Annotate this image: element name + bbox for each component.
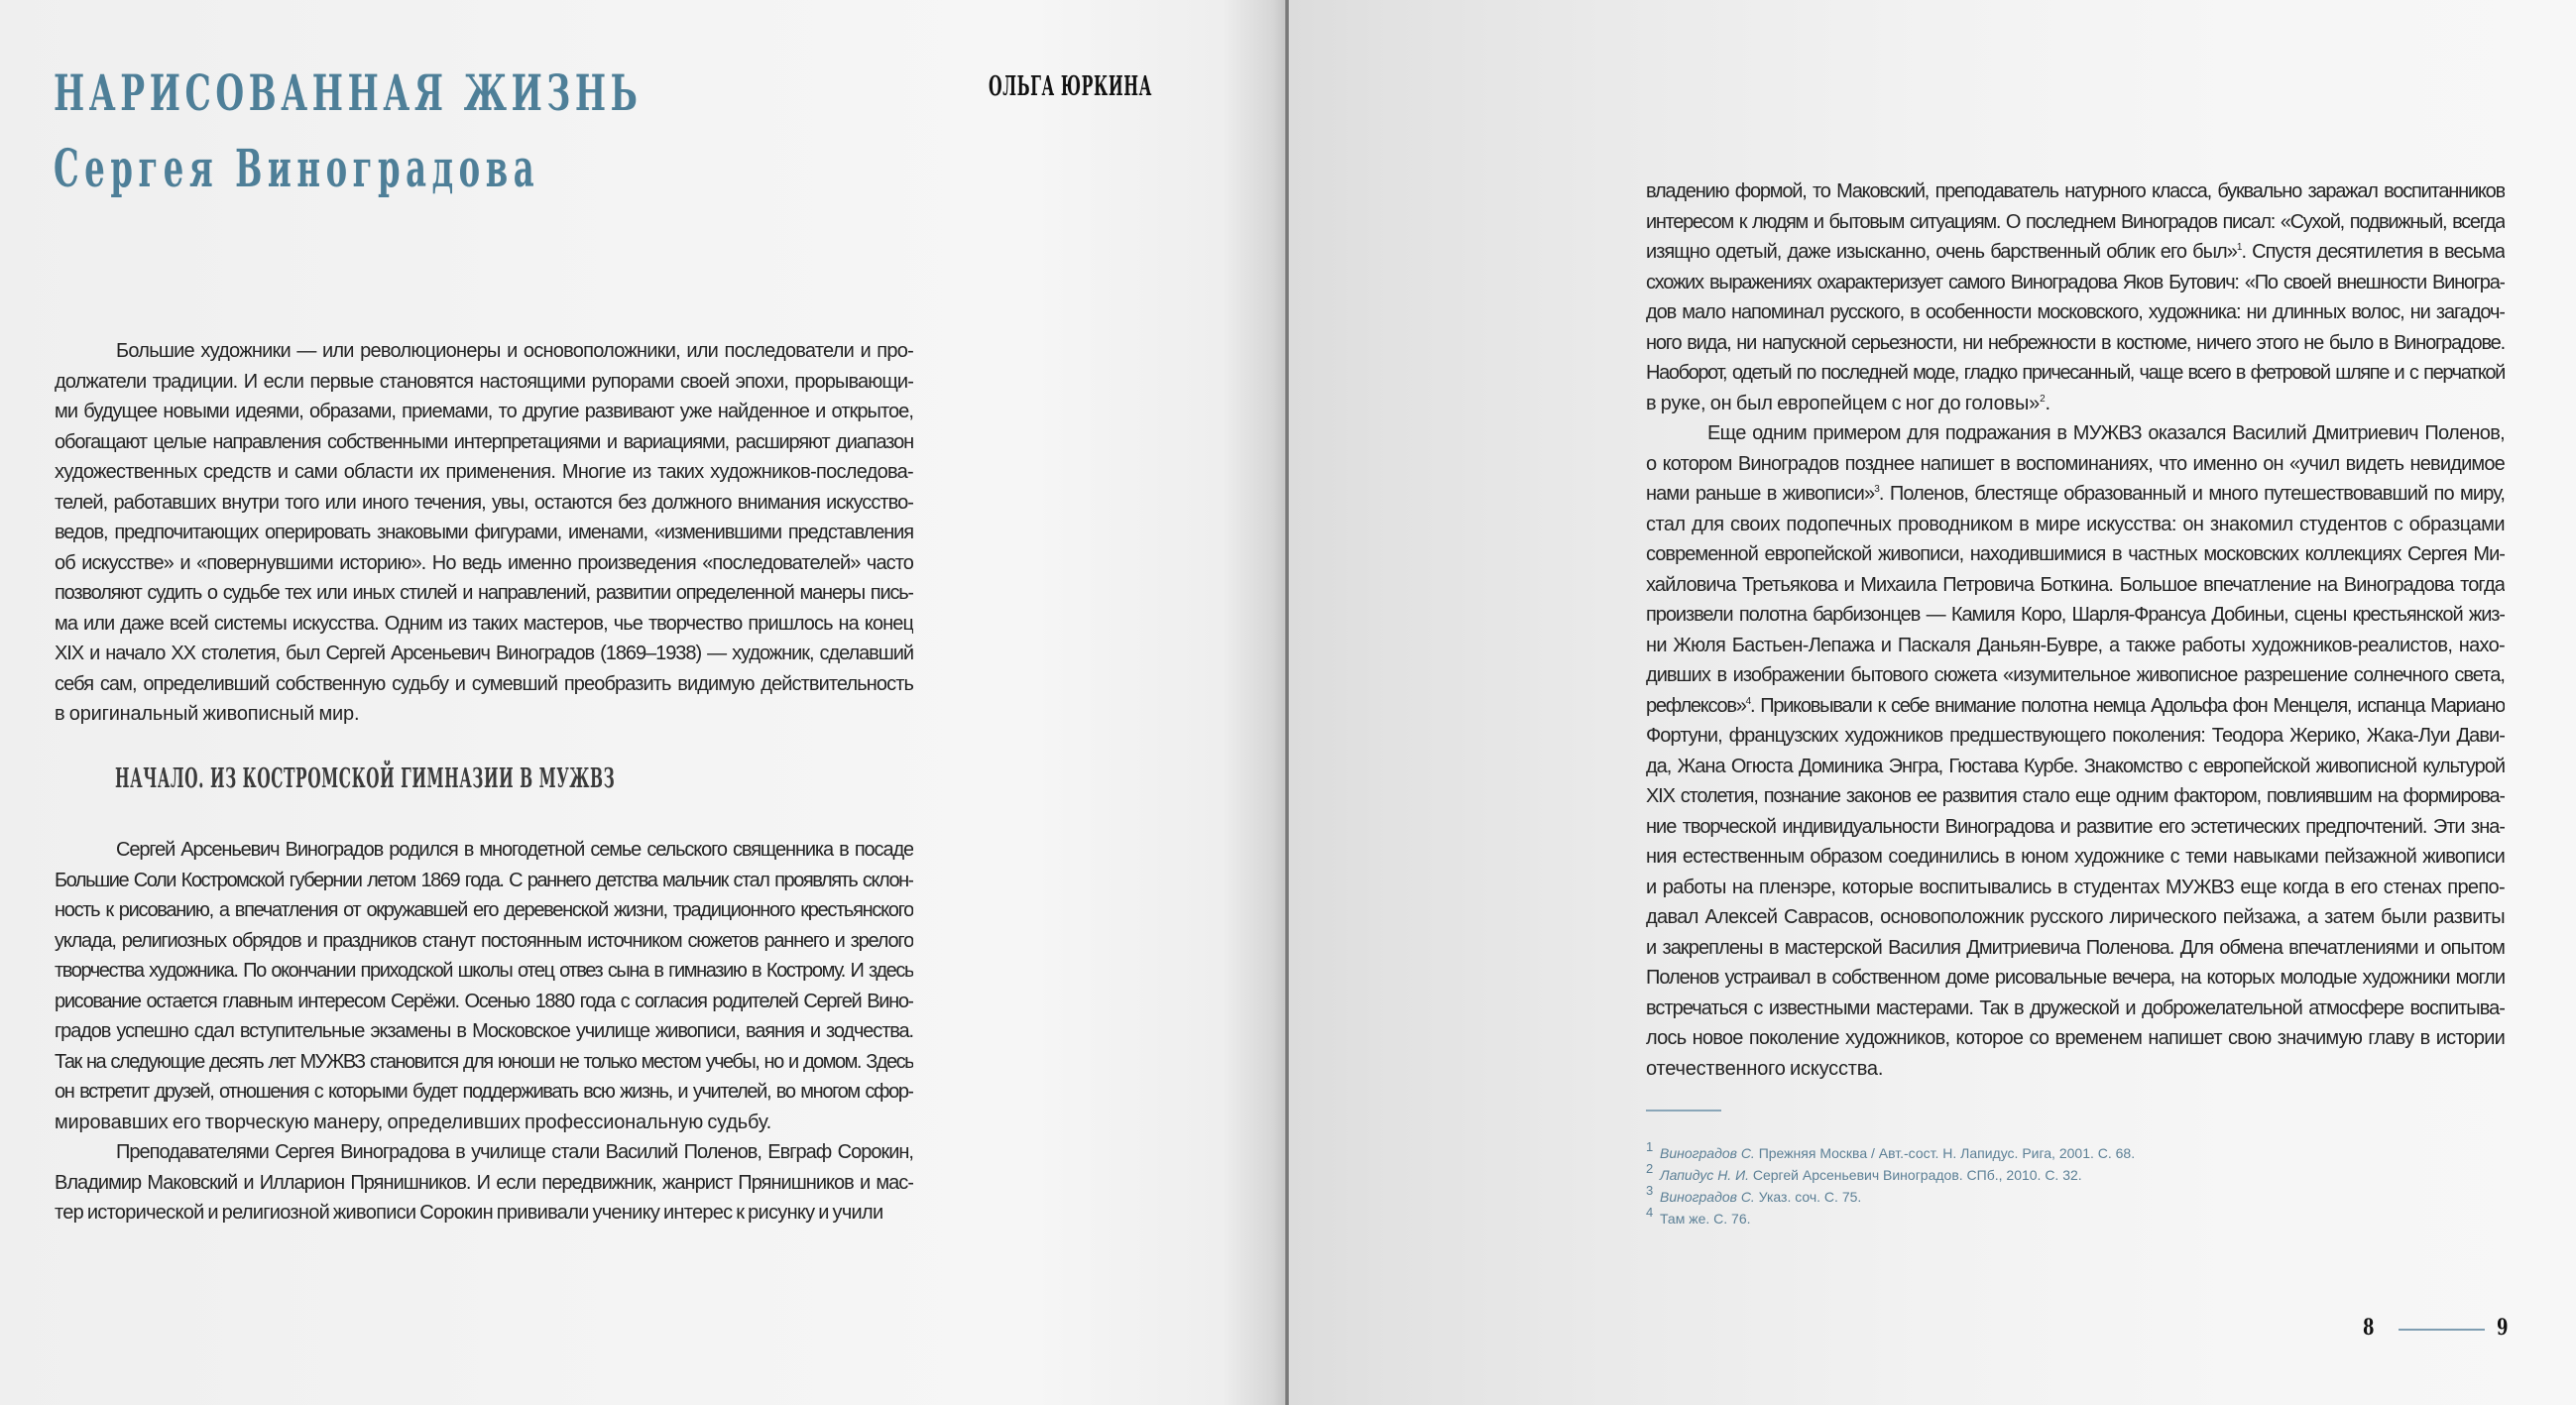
text-line: градов успешно сдал вступительные экзамены в Московское училище живописи, ваяния и зодчества.: [55, 1020, 913, 1042]
text-line: лось новое поколение художников, которое со временем напишет свою значимую главу в истории: [1646, 1027, 2505, 1049]
footnote-author: Виноградов С.: [1660, 1189, 1755, 1205]
text-line: Поленов устраивал в собственном доме рисовальные вечера, на которых молодые художники могли: [1646, 967, 2505, 989]
text-span: в руке, он был европейцем с ног до головы»: [1646, 392, 2041, 414]
text-line: Фортуни, французских художников предшествующего поколения: Теодора Жерико, Жака-Луи Дави-: [1646, 725, 2505, 747]
text-line: Так на следующие десять лет МУЖВЗ становится для юноши не только местом учебы, но и домом. Здесь: [55, 1050, 913, 1073]
footnote-number: 4: [1646, 1205, 1654, 1220]
author-name: ОЛЬГА ЮРКИНА: [989, 71, 1152, 102]
footnote-text: Прежняя Москва / Авт.-сост. Н. Лапидус. Рига, 2001. С. 68.: [1754, 1145, 2136, 1161]
text-line: себя сам, определивший собственную судьбу и сумевший преобразить видимую действительность: [55, 672, 913, 695]
text-line: стал для своих подопечных проводником в мире искусства: он знакомил студентов с образцами: [1646, 513, 2505, 535]
text-line: Еще одним примером для подражания в МУЖВЗ оказался Василий Дмитриевич Поленов,: [1707, 422, 2505, 444]
footnote-item: [1646, 1161, 2135, 1186]
footnote-number: 3: [1646, 1183, 1654, 1198]
footnote-ref: 1: [2236, 242, 2242, 253]
text-span: . Поленов, блестяще образованный и много путешествовавший по миру,: [1878, 483, 2505, 505]
text-line: хайловича Третьякова и Михаила Петровича Боткина. Большое впечатление на Виноградова тогда: [1646, 573, 2505, 596]
footnotes: [1646, 1139, 2136, 1229]
article-title-line-2: Сергея Виноградова: [54, 139, 540, 199]
text-line: Большие Соли Костромской губернии летом 1869 года. С раннего детства мальчик стал проявлять склон-: [55, 869, 913, 891]
text-line: об искусстве» и «повернувшими историю». Но ведь именно произведения «последователей» часто: [55, 551, 913, 574]
text-line: Преподавателями Сергея Виноградова в училище стали Василий Поленов, Евграф Сорокин,: [116, 1141, 913, 1163]
text-line: ма или даже всей системы искусства. Одним из таких мастеров, чье творчество пришлось на конец: [55, 612, 913, 635]
footnote-number: 1: [1646, 1139, 1654, 1154]
text-line: ведов, предпочитающих оперировать знаковыми фигурами, именами, «изменившими представления: [55, 522, 913, 543]
text-line: тер исторической и религиозной живописи Сорокин прививали ученику интерес к рисунку и учили: [55, 1202, 883, 1224]
text-line: ние творческой индивидуальности Виноградова и развитие его эстетических предпочтений. Эти зна-: [1646, 815, 2505, 838]
text-line: мировавших его творческую манеру, определивших профессиональную судьбу.: [55, 1111, 771, 1133]
text-span: рефлексов»: [1646, 694, 1746, 717]
text-line: схожих выражениях охарактеризует самого Виноградова Яков Бутович: «По своей внешности Виногра-: [1646, 271, 2505, 293]
text-line: [1646, 691, 2505, 722]
page-number-rule: [2399, 1329, 2485, 1331]
text-line: творчества художника. По окончании приходской школы отец отвез сына в гимназию в Кострому. И здесь: [55, 960, 913, 982]
text-line: отечественного искусства.: [1646, 1057, 1884, 1080]
text-line: ни Жюля Бастьен-Лепажа и Паскаля Даньян-Бувре, а также работы художников-реалистов, нахо-: [1646, 634, 2505, 656]
footnote-number: 2: [1646, 1161, 1654, 1176]
text-line: ность к рисованию, а впечатления от окружавшей его деревенской жизни, традиционного крестьянского: [55, 899, 913, 921]
footnote-text: Указ. соч. С. 75.: [1754, 1189, 1862, 1205]
footnote-item: [1646, 1205, 2135, 1229]
body-paragraph-2: [55, 835, 913, 1229]
text-line: обогащают целые направления собственными интерпретациями и вариациями, расширяют диапазон: [55, 430, 913, 453]
footnote-text: Сергей Арсеньевич Виноградов. СПб., 2010. С. 32.: [1748, 1167, 2082, 1183]
right-paragraph-1: [1646, 176, 2505, 1084]
footnote-item: [1646, 1183, 2135, 1208]
text-line: Наоборот, одетый по последней моде, гладко причесанный, чаще всего в фетровой шляпе и с перчаткой: [1646, 362, 2505, 384]
footnote-item: [1646, 1139, 2136, 1164]
footnote-ref: 2: [2040, 393, 2046, 405]
text-span: .: [2045, 392, 2050, 414]
text-line: и закреплены в мастерской Василия Дмитриевича Поленова. Для обмена впечатлениями и опытом: [1646, 936, 2505, 959]
text-line: в оригинальный живописный мир.: [55, 703, 360, 725]
footnote-text: Там же. С. 76.: [1660, 1211, 1751, 1227]
text-line: Сергей Арсеньевич Виноградов родился в многодетной семье сельского священника в посаде: [116, 839, 913, 861]
text-line: XIX и начало XX столетия, был Сергей Арсеньевич Виноградов (1869–1938) — художник, сделавший: [55, 643, 913, 664]
text-line: рисование остается главным интересом Серёжи. Осенью 1880 года с согласия родителей Сергей Вино-: [55, 990, 913, 1012]
intro-paragraph: [55, 336, 913, 730]
text-span: . Приковывали к себе внимание полотна немца Адольфа фон Менцеля, испанца Мариано: [1749, 694, 2505, 717]
text-line: Большие художники — или революционеры и основоположники, или последователи и про-: [116, 340, 913, 362]
text-line: давал Алексей Саврасов, основоположник русского лирического пейзажа, а затем были развиты: [1646, 906, 2505, 928]
footnote-ref: 4: [1745, 695, 1750, 707]
text-line: владению формой, то Маковский, преподаватель натурного класса, буквально заражал воспитанников: [1646, 180, 2505, 202]
text-span: . Спустя десятилетия в весьма: [2241, 241, 2505, 263]
page-number-left: 8: [2363, 1315, 2375, 1341]
text-line: [1646, 237, 2505, 268]
text-line: позволяют судить о судьбе тех или иных стилей и направлений, развитии определенной манеры пись-: [55, 582, 913, 604]
text-line: телей, работавших внутри того или иного течения, увы, остаются без должного внимания искусство-: [55, 491, 913, 514]
text-line: ми будущее новыми идеями, образами, приемами, то другие развивают уже найденное и открытое,: [55, 401, 913, 422]
text-line: дивших в изображении бытового сюжета «изумительное живописное разрешение солнечного света,: [1646, 664, 2505, 686]
text-line: и работы на пленэре, которые воспитывались в студентах МУЖВЗ еще когда в его стенах препо-: [1646, 876, 2505, 898]
text-line: ния естественным образом соединились в юном художнике с теми навыками пейзажной живописи: [1646, 846, 2505, 868]
text-line: интересом к людям и бытовым ситуациям. О последнем Виноградов писал: «Сухой, подвижный, всегда: [1646, 210, 2505, 233]
article-title-line-1: НАРИСОВАННАЯ ЖИЗНЬ: [54, 63, 643, 122]
text-span: изящно одетый, даже изысканно, очень барственный облик его был»: [1646, 241, 2237, 263]
page-number-right: 9: [2497, 1315, 2509, 1341]
text-line: о котором Виноградов позднее напишет в воспоминаниях, что именно он «учил видеть невидимое: [1646, 452, 2505, 475]
text-line: [1646, 479, 2505, 510]
section-heading: НАЧАЛО. ИЗ КОСТРОМСКОЙ ГИМНАЗИИ В МУЖВЗ: [115, 763, 616, 794]
text-line: да, Жана Огюста Доминика Энгра, Гюстава Курбе. Знакомство с европейской живописной культурой: [1646, 755, 2505, 777]
text-line: дов мало напоминал русского, в особенности московского, художника: ни длинных волос, ни загадоч-: [1646, 301, 2505, 323]
footnote-ref: 3: [1874, 484, 1879, 495]
footnote-author: Виноградов С.: [1660, 1145, 1755, 1161]
text-line: XIX столетия, познание законов ее развития стало еще одним фактором, повлиявшим на формирова-: [1646, 785, 2505, 807]
text-line: уклада, религиозных обрядов и праздников станут постоянным источником сюжетов раннего и зрелого: [55, 929, 913, 952]
text-line: встречаться с известными мастерами. Так в дружеской и доброжелательной атмосфере воспитыва-: [1646, 996, 2505, 1019]
text-line: ного вида, ни напускной серьезности, ни небрежности в костюме, ничего этого не было в Виноградове.: [1646, 331, 2505, 354]
footnote-author: Лапидус Н. И.: [1660, 1167, 1749, 1183]
text-span: нами раньше в живописи»: [1646, 483, 1875, 505]
text-line: Владимир Маковский и Илларион Прянишников. И если передвижник, жанрист Прянишников и мас-: [55, 1171, 913, 1194]
text-line: произвели полотна барбизонцев — Камиля Коро, Шарля-Франсуа Добиньи, сцены крестьянской жиз-: [1646, 604, 2505, 626]
text-line: художественных средств и сами области их применения. Многие из таких художников-последова-: [55, 461, 913, 483]
footnote-rule: [1646, 1110, 1721, 1112]
text-line: он встретит друзей, отношения с которыми будет поддерживать всю жизнь, и учителей, во многом сфор-: [55, 1081, 913, 1103]
text-line: [1646, 389, 2505, 419]
text-line: должатели традиции. И если первые становятся настоящими рупорами своей эпохи, прорывающи-: [55, 370, 913, 393]
text-line: современной европейской живописи, находившимися в частных московских коллекциях Сергея Ми-: [1646, 543, 2505, 565]
